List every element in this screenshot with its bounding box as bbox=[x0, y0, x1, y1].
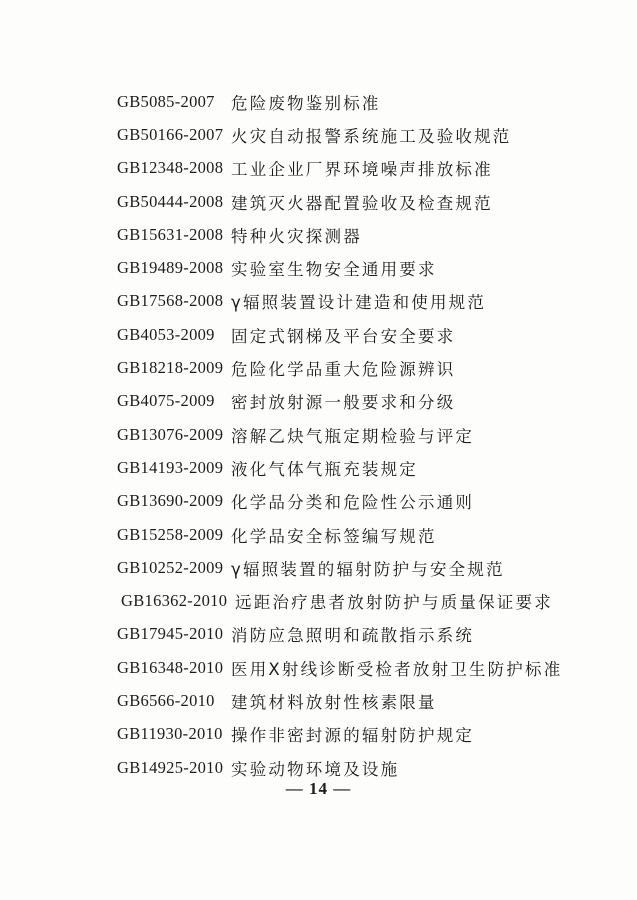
standard-title: 建筑灭火器配置验收及检查规范 bbox=[231, 193, 493, 213]
standard-title: 实验动物环境及设施 bbox=[231, 759, 400, 779]
standard-title: 液化气体气瓶充装规定 bbox=[231, 459, 418, 479]
page-number: — 14 — bbox=[285, 779, 352, 798]
standard-title: 危险化学品重大危险源辨识 bbox=[231, 360, 456, 380]
standard-code: GB17568-2008 bbox=[117, 291, 224, 311]
standard-title: 特种火灾探测器 bbox=[231, 226, 362, 246]
list-item bbox=[0, 584, 637, 617]
standard-title: γ辐照装置的辐射防护与安全规范 bbox=[231, 559, 505, 579]
list-item bbox=[0, 718, 637, 751]
standard-code: GB17945-2010 bbox=[117, 624, 224, 644]
standard-title: 火灾自动报警系统施工及验收规范 bbox=[231, 126, 512, 146]
standard-title: 建筑材料放射性核素限量 bbox=[231, 692, 437, 712]
list-item bbox=[0, 218, 637, 251]
standard-code: GB14193-2009 bbox=[117, 457, 224, 477]
standard-code: GB18218-2009 bbox=[117, 358, 224, 378]
list-item bbox=[0, 118, 637, 151]
list-item bbox=[0, 85, 637, 118]
standard-title: 操作非密封源的辐射防护规定 bbox=[231, 726, 475, 746]
standard-code: GB15258-2009 bbox=[117, 524, 224, 544]
standard-title: 溶解乙炔气瓶定期检验与评定 bbox=[231, 426, 475, 446]
standard-code: GB12348-2008 bbox=[117, 158, 224, 178]
standard-code: GB13690-2009 bbox=[117, 491, 224, 511]
standards-list bbox=[0, 85, 637, 784]
list-item bbox=[0, 551, 637, 584]
standard-title: 密封放射源一般要求和分级 bbox=[231, 393, 456, 413]
list-item bbox=[0, 351, 637, 384]
list-item bbox=[0, 418, 637, 451]
list-item bbox=[0, 251, 637, 284]
standard-code: GB10252-2009 bbox=[117, 557, 224, 577]
standard-code: GB5085-2007 bbox=[117, 91, 215, 111]
standard-code: GB4075-2009 bbox=[117, 391, 215, 411]
standard-code: GB19489-2008 bbox=[117, 258, 224, 278]
standard-code: GB13076-2009 bbox=[117, 424, 224, 444]
list-item bbox=[0, 485, 637, 518]
standard-title: 工业企业厂界环境噪声排放标准 bbox=[231, 160, 493, 180]
standard-title: 固定式钢梯及平台安全要求 bbox=[231, 326, 456, 346]
list-item bbox=[0, 152, 637, 185]
standard-title: 化学品安全标签编写规范 bbox=[231, 526, 437, 546]
standard-code: GB15631-2008 bbox=[117, 224, 224, 244]
standard-code: GB50166-2007 bbox=[117, 124, 224, 144]
standard-title: 医用X射线诊断受检者放射卫生防护标准 bbox=[231, 659, 563, 679]
standard-code: GB14925-2010 bbox=[117, 757, 224, 777]
list-item bbox=[0, 185, 637, 218]
standard-title: γ辐照装置设计建造和使用规范 bbox=[231, 293, 487, 313]
list-item bbox=[0, 318, 637, 351]
standard-code: GB16362-2010 bbox=[121, 591, 228, 611]
standard-title: 远距治疗患者放射防护与质量保证要求 bbox=[235, 593, 553, 613]
standard-title: 化学品分类和危险性公示通则 bbox=[231, 493, 475, 513]
list-item bbox=[0, 684, 637, 717]
standard-code: GB50444-2008 bbox=[117, 191, 224, 211]
standard-title: 消防应急照明和疏散指示系统 bbox=[231, 626, 475, 646]
list-item bbox=[0, 385, 637, 418]
list-item bbox=[0, 651, 637, 684]
list-item bbox=[0, 518, 637, 551]
standard-code: GB4053-2009 bbox=[117, 324, 215, 344]
standard-code: GB11930-2010 bbox=[117, 724, 223, 744]
list-item bbox=[0, 285, 637, 318]
standard-code: GB16348-2010 bbox=[117, 657, 224, 677]
standard-title: 危险废物鉴别标准 bbox=[231, 93, 381, 113]
standard-title: 实验室生物安全通用要求 bbox=[231, 260, 437, 280]
list-item bbox=[0, 618, 637, 651]
standard-code: GB6566-2010 bbox=[117, 690, 215, 710]
list-item bbox=[0, 451, 637, 484]
